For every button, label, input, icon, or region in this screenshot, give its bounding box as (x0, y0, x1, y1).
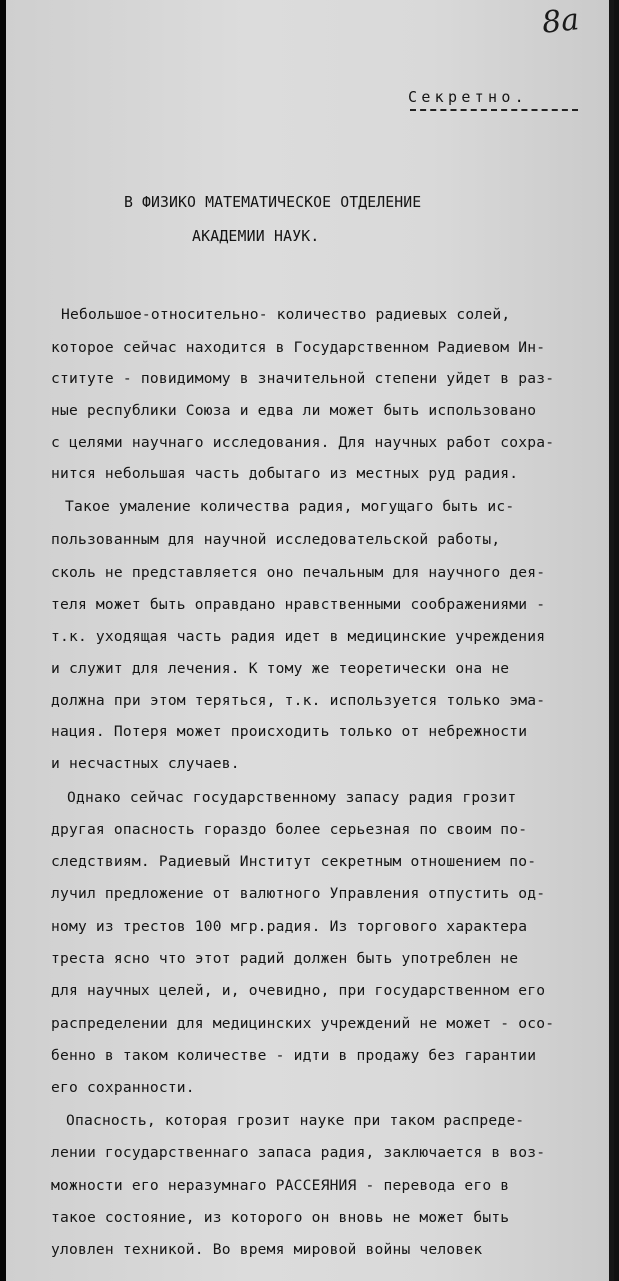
body-line: его сохранности. (51, 1079, 195, 1096)
body-line: уловлен техникой. Во время мировой войны человек (51, 1241, 483, 1258)
body-line: распределении для медицинских учреждений не может - осо- (51, 1015, 555, 1032)
body-line: которое сейчас находится в Государственном Радиевом Ин- (51, 339, 546, 356)
body-line: бенно в таком количестве - идти в продажу без гарантии (51, 1047, 537, 1064)
body-line: Такое умаление количества радия, могущаго быть ис- (65, 498, 515, 515)
body-line: должна при этом теряться, т.к. используется только эма- (51, 692, 546, 709)
body-line: нация. Потеря может происходить только от небрежности (51, 723, 528, 740)
body-line: нится небольшая часть добытаго из местных руд радия. (51, 465, 519, 482)
body-line: и несчастных случаев. (51, 755, 240, 772)
body-line: следствиям. Радиевый Институт секретным отношением по- (51, 853, 537, 870)
handwritten-page-number: 8а (540, 2, 581, 41)
addressee-line-1: В ФИЗИКО МАТЕМАТИЧЕСКОЕ ОТДЕЛЕНИЕ (124, 194, 422, 211)
secrecy-stamp: Секретно. (408, 88, 528, 106)
stamp-underline (410, 109, 578, 111)
document-page (6, 0, 614, 1281)
body-line: для научных целей, и, очевидно, при государственном его (51, 982, 546, 999)
body-line: и служит для лечения. К тому же теоретически она не (51, 660, 510, 677)
body-line: можности его неразумнаго РАССЕЯНИЯ - перевода его в (51, 1177, 510, 1194)
body-line: с целями научнаго исследования. Для научных работ сохра- (51, 434, 555, 451)
body-line: ституте - повидимому в значительной степени уйдет в раз- (51, 370, 555, 387)
body-line: Опасность, которая грозит науке при таком распреде- (66, 1112, 525, 1129)
body-line: треста ясно что этот радий должен быть употреблен не (51, 950, 519, 967)
body-line: ные республики Союза и едва ли может быть использовано (51, 402, 537, 419)
body-line: такое состояние, из которого он вновь не может быть (51, 1209, 510, 1226)
body-line: сколь не представляется оно печальным для научного дея- (51, 564, 546, 581)
body-line: лении государственнаго запаса радия, заключается в воз- (51, 1144, 546, 1161)
scan-edge-right (609, 0, 614, 1281)
body-line: теля может быть оправдано нравственными соображениями - (51, 596, 546, 613)
body-line: Однако сейчас государственному запасу радия грозит (67, 789, 517, 806)
addressee-line-2: АКАДЕМИИ НАУК. (192, 228, 320, 245)
body-line: т.к. уходящая часть радия идет в медицинские учреждения (51, 628, 546, 645)
body-line: лучил предложение от валютного Управления отпустить од- (51, 885, 546, 902)
body-line: пользованным для научной исследовательской работы, (51, 531, 501, 548)
body-line: Небольшое-относительно- количество радиевых солей, (61, 306, 511, 323)
body-line: другая опасность гораздо более серьезная по своим по- (51, 821, 528, 838)
body-line: ному из трестов 100 мгр.радия. Из торгового характера (51, 918, 528, 935)
